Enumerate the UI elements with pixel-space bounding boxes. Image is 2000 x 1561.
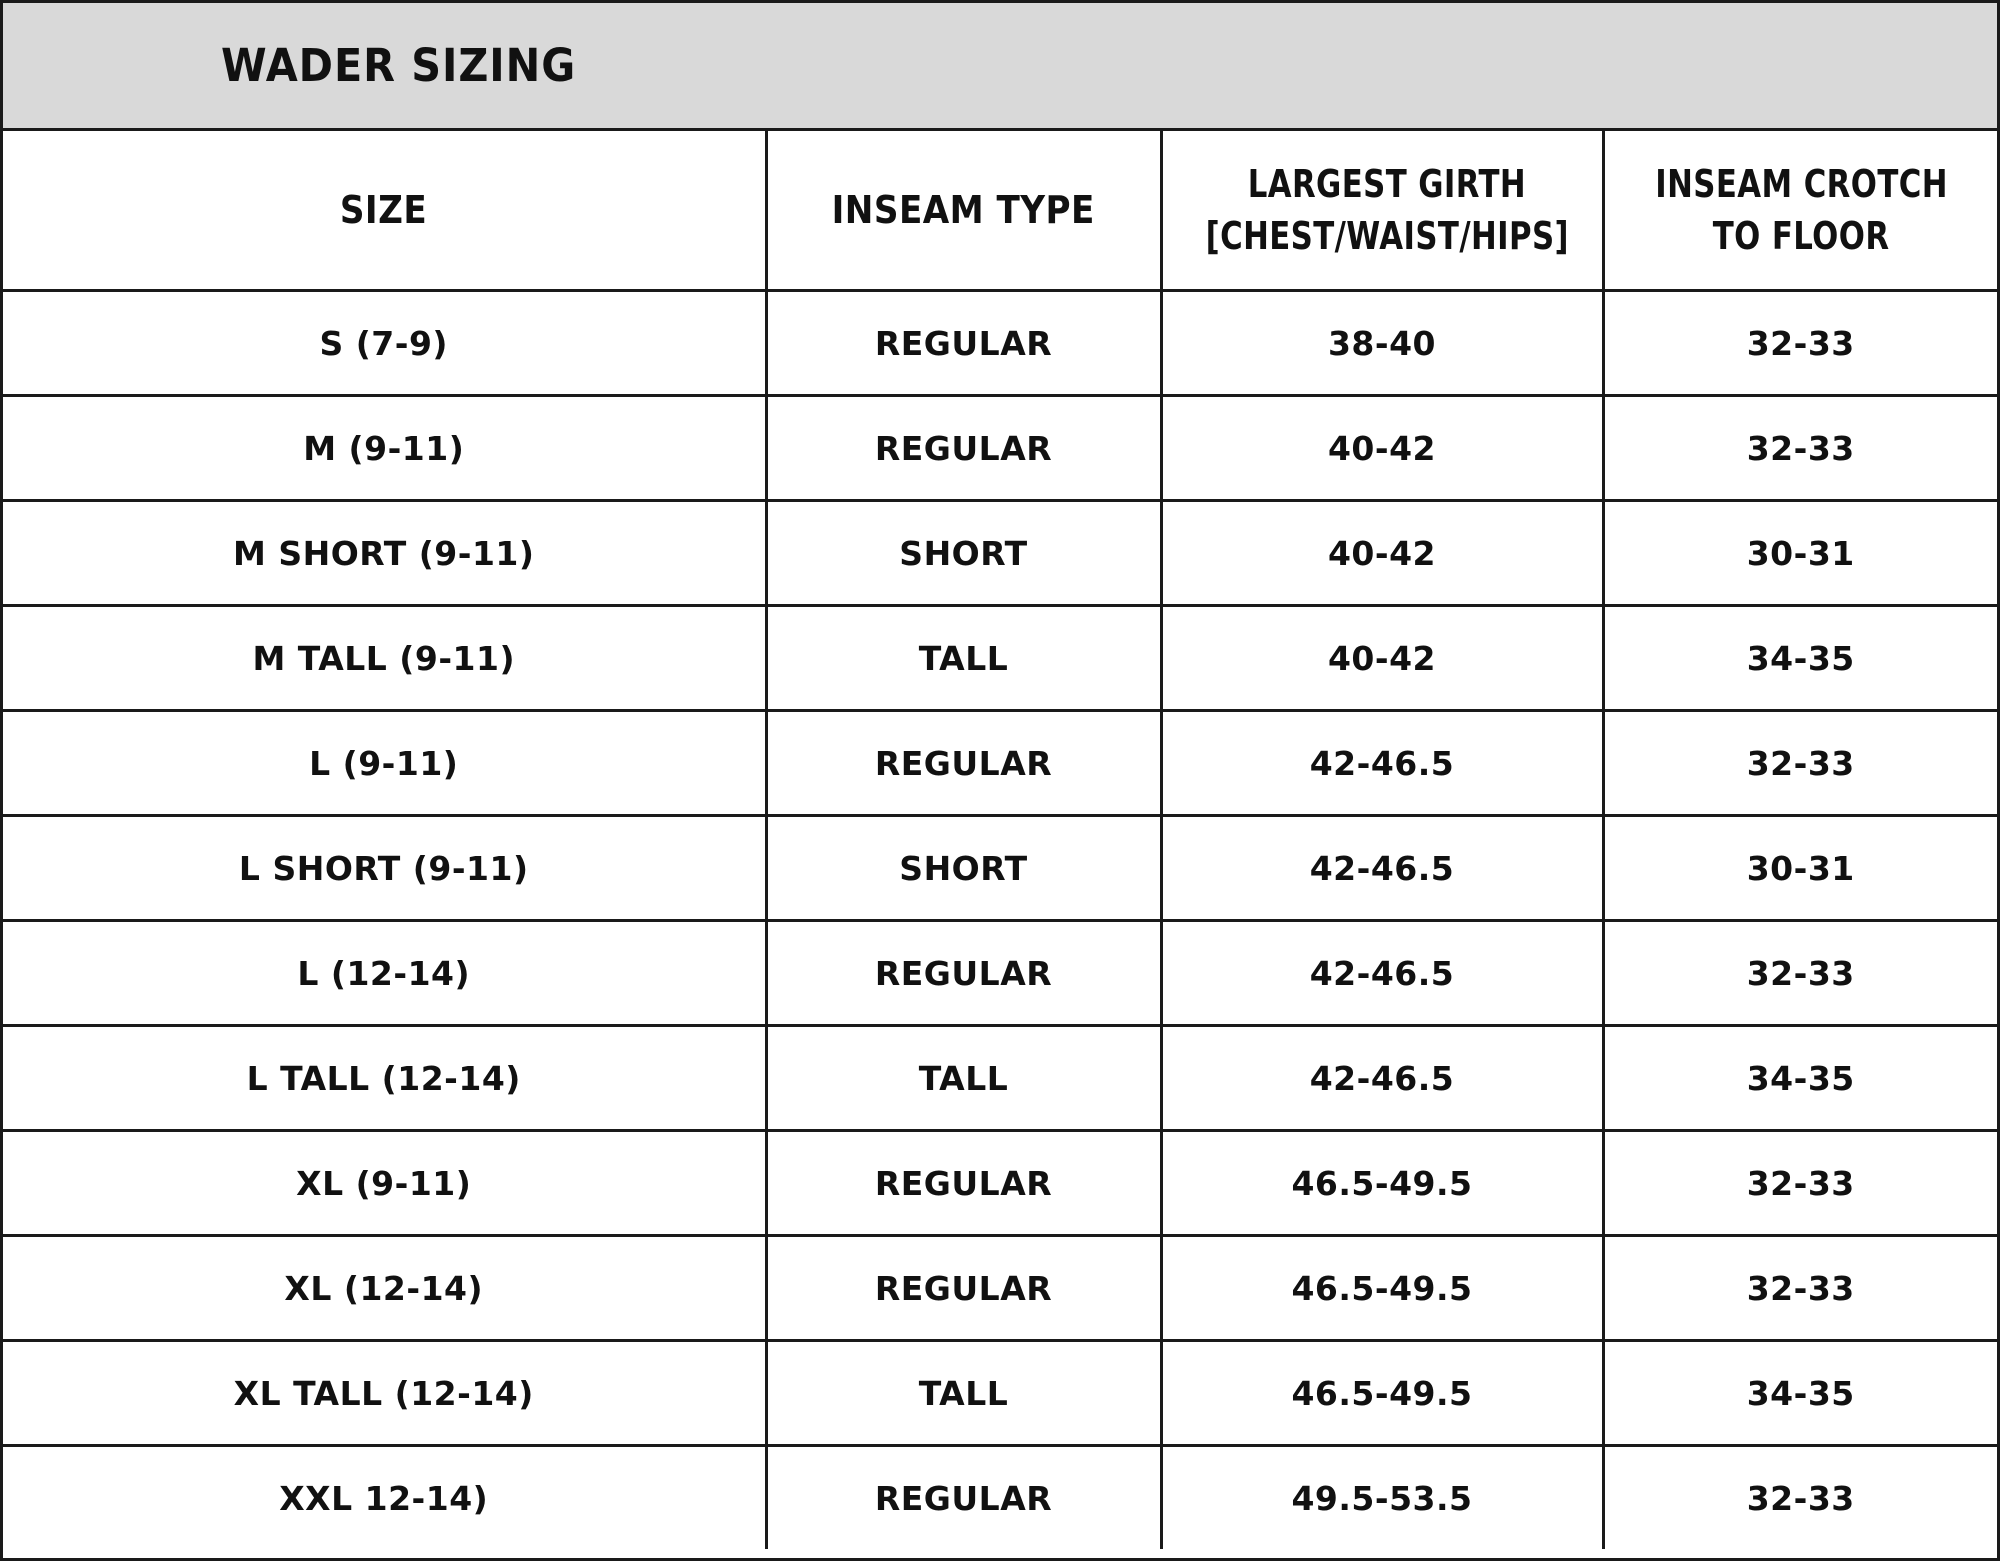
cell-inseam-type: REGULAR: [766, 291, 1161, 396]
header-largest-girth: [1161, 131, 1603, 291]
cell-girth: 40-42: [1161, 501, 1603, 606]
cell-girth: 46.5-49.5: [1161, 1131, 1603, 1236]
title-bar: [3, 3, 1997, 131]
cell-girth: 42-46.5: [1161, 816, 1603, 921]
cell-inseam: 32-33: [1603, 291, 1997, 396]
cell-size: XXL 12-14): [3, 1446, 766, 1550]
cell-size: L SHORT (9-11): [3, 816, 766, 921]
cell-inseam: 32-33: [1603, 1131, 1997, 1236]
cell-inseam: 34-35: [1603, 1341, 1997, 1446]
cell-inseam-type: REGULAR: [766, 1236, 1161, 1341]
cell-inseam-type: SHORT: [766, 816, 1161, 921]
cell-size: L TALL (12-14): [3, 1026, 766, 1131]
table-row: [3, 606, 1997, 711]
header-size: [3, 131, 766, 291]
cell-inseam: 32-33: [1603, 711, 1997, 816]
chart-title: WADER SIZING: [221, 39, 577, 92]
header-size-label: SIZE: [340, 188, 428, 232]
table-row: [3, 501, 1997, 606]
cell-inseam-type: TALL: [766, 1026, 1161, 1131]
cell-inseam-type: REGULAR: [766, 921, 1161, 1026]
cell-size: XL TALL (12-14): [3, 1341, 766, 1446]
cell-girth: 42-46.5: [1161, 711, 1603, 816]
cell-inseam: 34-35: [1603, 1026, 1997, 1131]
cell-inseam: 32-33: [1603, 921, 1997, 1026]
cell-girth: 42-46.5: [1161, 1026, 1603, 1131]
cell-girth: 46.5-49.5: [1161, 1341, 1603, 1446]
cell-inseam: 30-31: [1603, 501, 1997, 606]
cell-size: M (9-11): [3, 396, 766, 501]
header-girth-line1: LARGEST GIRTH: [1247, 162, 1527, 206]
header-crotch-line2: TO FLOOR: [1712, 214, 1890, 258]
header-inseam-type-label: INSEAM TYPE: [831, 188, 1096, 232]
cell-inseam: 34-35: [1603, 606, 1997, 711]
header-crotch-line1: INSEAM CROTCH: [1654, 162, 1948, 206]
cell-size: M SHORT (9-11): [3, 501, 766, 606]
table-row: [3, 711, 1997, 816]
table-row: [3, 396, 1997, 501]
cell-inseam-type: REGULAR: [766, 711, 1161, 816]
cell-inseam: 32-33: [1603, 1236, 1997, 1341]
cell-size: L (12-14): [3, 921, 766, 1026]
cell-size: S (7-9): [3, 291, 766, 396]
cell-inseam-type: REGULAR: [766, 1131, 1161, 1236]
table-row: [3, 291, 1997, 396]
cell-size: XL (12-14): [3, 1236, 766, 1341]
table-row: [3, 1446, 1997, 1550]
cell-inseam-type: SHORT: [766, 501, 1161, 606]
cell-girth: 42-46.5: [1161, 921, 1603, 1026]
cell-size: XL (9-11): [3, 1131, 766, 1236]
cell-inseam-type: REGULAR: [766, 396, 1161, 501]
table-row: [3, 921, 1997, 1026]
cell-inseam: 32-33: [1603, 396, 1997, 501]
cell-girth: 49.5-53.5: [1161, 1446, 1603, 1550]
table-row: [3, 1026, 1997, 1131]
header-girth-line2: [CHEST/WAIST/HIPS]: [1205, 214, 1569, 258]
header-inseam-type: [766, 131, 1161, 291]
table-row: [3, 816, 1997, 921]
header-row: [3, 131, 1997, 291]
cell-girth: 38-40: [1161, 291, 1603, 396]
cell-inseam-type: TALL: [766, 1341, 1161, 1446]
cell-size: M TALL (9-11): [3, 606, 766, 711]
cell-inseam-type: REGULAR: [766, 1446, 1161, 1550]
cell-girth: 46.5-49.5: [1161, 1236, 1603, 1341]
cell-girth: 40-42: [1161, 396, 1603, 501]
sizing-table: [3, 131, 1997, 1549]
table-row: [3, 1131, 1997, 1236]
table-row: [3, 1341, 1997, 1446]
table-row: [3, 1236, 1997, 1341]
cell-girth: 40-42: [1161, 606, 1603, 711]
cell-size: L (9-11): [3, 711, 766, 816]
header-inseam-crotch: [1603, 131, 1997, 291]
cell-inseam: 32-33: [1603, 1446, 1997, 1550]
cell-inseam-type: TALL: [766, 606, 1161, 711]
cell-inseam: 30-31: [1603, 816, 1997, 921]
